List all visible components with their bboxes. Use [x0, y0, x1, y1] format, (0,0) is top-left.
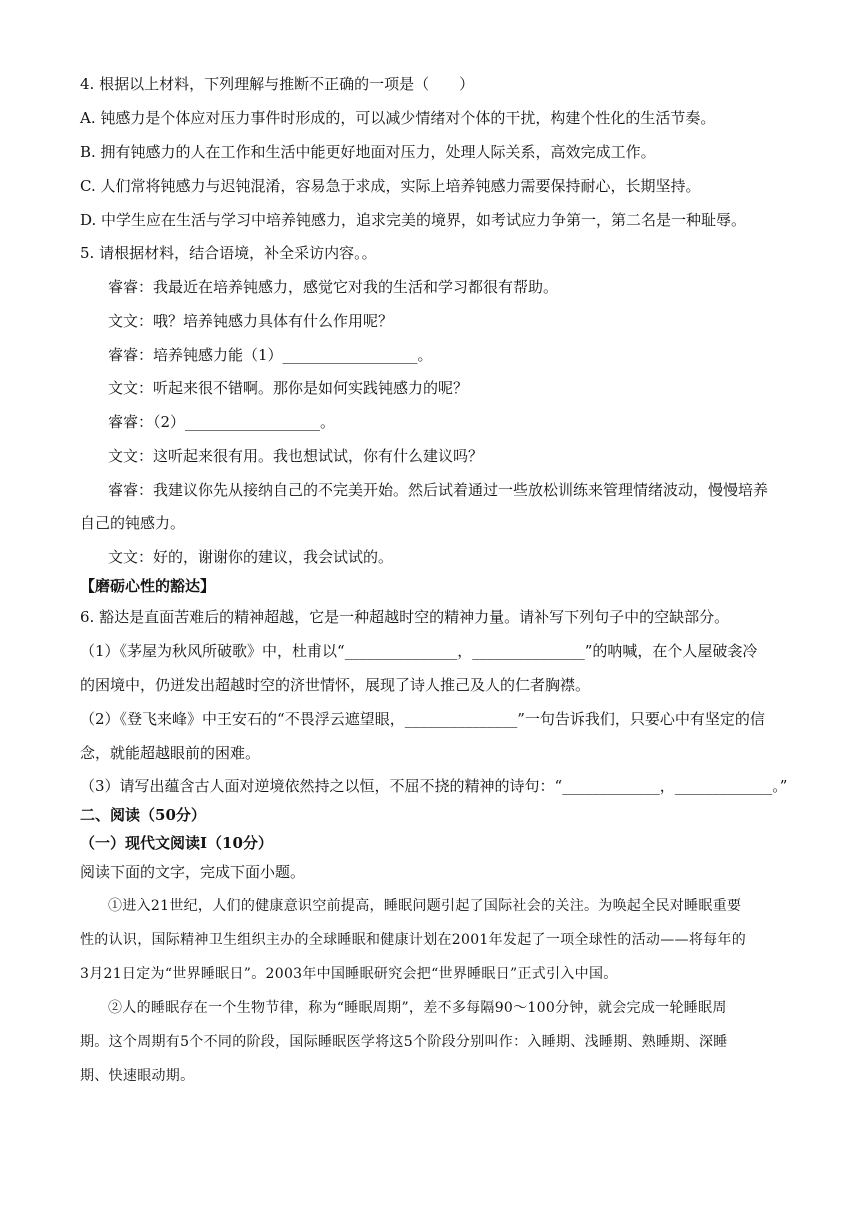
dialog-line: 睿睿：我最近在培养钝感力，感觉它对我的生活和学习都很有帮助。: [108, 278, 559, 296]
dialog-line: 文文：这听起来很有用。我也想试试，你有什么建议吗？: [108, 447, 484, 465]
q4-option-a: A. 钝感力是个体应对压力事件时形成的，可以减少情绪对个体的干扰，构建个性化的生活节奏。: [80, 109, 716, 127]
q4-stem: 4. 根据以上材料，下列理解与推断不正确的一项是（ ）: [80, 75, 475, 93]
dialog-line: 文文：听起来很不错啊。那你是如何实践钝感力的呢？: [108, 379, 469, 397]
q6-item3: （3）请写出蕴含古人面对逆境依然持之以恒，不屈不挠的精神的诗句：“_____________，_____________。”: [80, 777, 788, 795]
q6-item2-cont: 念，就能超越眼前的困难。: [80, 744, 261, 762]
section-heading: 【磨砺心性的豁达】: [80, 577, 216, 595]
q6-item2: （2）《登飞来峰》中王安石的“不畏浮云遮望眼，_______________”一句告诉我们，只要心中有坚定的信: [80, 710, 765, 728]
reading-line: 期、快速眼动期。: [80, 1068, 195, 1084]
q4-option-b: B. 拥有钝感力的人在工作和生活中能更好地面对压力，处理人际关系，高效完成工作。: [80, 143, 656, 161]
q6-stem: 6. 豁达是直面苦难后的精神超越，它是一种超越时空的精神力量。请补写下列句子中的空缺部分。: [80, 608, 730, 626]
reading-line: ①进入21世纪，人们的健康意识空前提高，睡眠问题引起了国际社会的关注。为唤起全民对睡眠重要: [108, 898, 742, 914]
dialog-line: 文文：好的，谢谢你的建议，我会试试的。: [108, 548, 394, 566]
q6-item1-cont: 的困境中，仍迸发出超越时空的济世情怀，展现了诗人推己及人的仁者胸襟。: [80, 676, 591, 694]
part2-heading: 二、阅读（50分）: [80, 806, 206, 824]
dialog-line: 睿睿：培养钝感力能（1）__________________。: [108, 346, 433, 364]
dialog-line: 自己的钝感力。: [80, 514, 186, 532]
q5-stem: 5. 请根据材料，结合语境，补全采访内容。。: [80, 244, 377, 262]
reading-line: 性的认识，国际精神卫生组织主办的全球睡眠和健康计划在2001年发起了一项全球性的活动——将每年的: [80, 932, 747, 948]
reading-line: 3月21日定为“世界睡眠日”。2003年中国睡眠研究会把“世界睡眠日”正式引入中国。: [80, 966, 618, 982]
q4-option-c: C. 人们常将钝感力与迟钝混淆，容易急于求成，实际上培养钝感力需要保持耐心，长期坚持。: [80, 177, 701, 195]
instruction: 阅读下面的文字，完成下面小题。: [80, 863, 306, 881]
dialog-line: 睿睿：我建议你先从接纳自己的不完美开始。然后试着通过一些放松训练来管理情绪波动，慢慢培养: [108, 481, 769, 499]
dialog-line: 睿睿：（2）__________________。: [108, 413, 336, 431]
q6-item1: （1）《茅屋为秋风所破歌》中，杜甫以“_______________，_______________”的呐喊，在个人屋破衾冷: [80, 642, 758, 660]
reading-line: 期。这个周期有5个不同的阶段，国际睡眠医学将这5个阶段分别叫作：入睡期、浅睡期、熟睡期、深睡: [80, 1034, 728, 1050]
dialog-line: 文文：哦？培养钝感力具体有什么作用呢？: [108, 312, 394, 330]
q4-option-d: D. 中学生应在生活与学习中培养钝感力，追求完美的境界，如考试应力争第一，第二名是一种耻辱。: [80, 211, 747, 229]
reading-line: ②人的睡眠存在一个生物节律，称为“睡眠周期”，差不多每隔90～100分钟，就会完成一轮睡眠周: [108, 1000, 727, 1016]
sub-heading: （一）现代文阅读Ⅰ（10分）: [80, 834, 273, 852]
